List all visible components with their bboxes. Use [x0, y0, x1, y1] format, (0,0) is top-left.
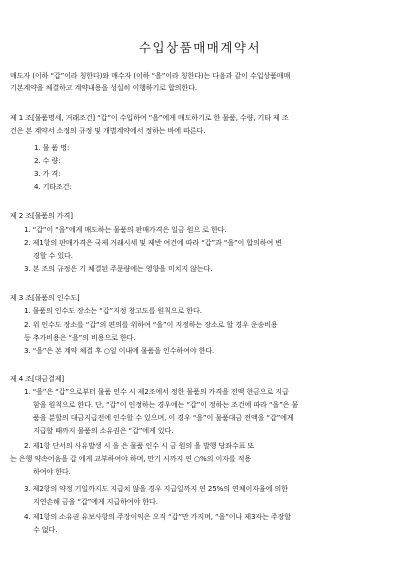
article-4-clause-1-cont-3: 지급할 때까지 물품의 소유권은 “갑”에게 있다. [33, 426, 174, 435]
article-4-clause-3: 3. 제2항의 약정 기일까지도 지급치 않을 경우 지급일까지 연 25%의 연체이자율에 의한 [24, 484, 288, 493]
article-4-clause-3-cont: 지연손해 금을 “갑”에게 지급하여야 한다. [33, 497, 158, 506]
article-2-clause-1: 1. “갑”이 “을”에게 매도하는 물품의 판매가격은 일금 원으 로 한다. [24, 225, 227, 234]
document-title: 수입상품매매계약서 [138, 40, 262, 55]
article-2-clause-3: 3. 본 조의 규정은 기 체결된 주문량에는 영향을 미치지 않는다. [24, 264, 213, 273]
article-2-clause-2: 2. 제1항의 판매가격은 국제 거래시세 및 제반 여건에 따라 “갑”과 “을”이 합의하여 변 [24, 238, 282, 247]
article-3-clause-2-cont: 등 추가비용은 “을”의 비용으로 한다. [24, 333, 136, 342]
article-4-clause-1-cont-2: 품을 분할의 대금지급전에 인수할 수 있으며, 이 경우 “을”이 물품대금 전액을 “갑”에게 [33, 413, 294, 422]
article-4-clause-2-cont-2: 하여야 한다. [33, 467, 71, 476]
article-4-clause-4-cont: 수 없다. [33, 525, 58, 534]
article-4-heading: 제 4 조[대금결제] [10, 374, 65, 383]
article-1-item-2: 2. 수 량: [34, 156, 61, 165]
article-1-heading: 제 1 조[물품명세, 거래조건] “갑”이 수입하여 “을”에게 매도하기로 한 물품, 수량, 기타 제 조 [10, 113, 289, 122]
intro-line-2: 기본계약을 체결하고 계약내용을 성실히 이행하기로 합의한다. [10, 83, 197, 92]
article-4-clause-1-cont-1: 함을 원칙으로 한다. 단, “갑”이 인정하는 경우에는 “갑”이 정하는 조건에 따라 “을”은 물 [33, 400, 299, 409]
article-2-heading: 제 2 조[물품의 가격] [10, 211, 73, 220]
article-1-item-4: 4. 기타조건: [34, 182, 72, 191]
article-3-clause-3: 3. “을”은 본 계약 체결 후 ○일 이내에 물품을 인수하여야 한다. [24, 346, 215, 355]
intro-line-1: 매도자 (이하 “갑”이라 칭한다)와 매수자 (이하 “을”이라 칭한다)는 다음과 같이 수입상품매매 [10, 71, 291, 80]
article-1-text: 건은 본 계약서 소정의 규정 및 개별계약에서 정하는 바에 따른다. [10, 126, 206, 135]
article-3-heading: 제 3 조[물품의 인수도] [10, 293, 80, 302]
article-3-clause-1: 1. 물품의 인수도 장소는 “갑”지정 창고도를 원칙으로 한다. [24, 306, 202, 315]
article-1-item-1: 1. 물 품 명: [34, 143, 70, 152]
article-1-item-3: 3. 가 격: [34, 169, 61, 178]
article-4-clause-2-cont-1: 는 은행 약속어음을 갑 에게 교부하여야 하며, 만기 시까지 연 ○%의 이자를 적용 [10, 454, 252, 463]
article-2-clause-2-cont: 경할 수 있다. [33, 251, 73, 260]
article-4-clause-1: 1. “을”은 “갑”으로부터 물품 인수 시 제2조에서 정한 물품의 가격을 전액 현금으로 지급 [24, 387, 289, 396]
article-3-clause-2: 2. 위 인수도 장소를 “갑”의 편의를 위하여 “을”이 지정하는 장소로 할 경우 운송비용 [24, 320, 278, 329]
article-4-clause-2: 2. 제1항 단서의 사유발생 시 을 은 물품 인수 시 금 원의 을 발행 당좌수표 또 [24, 441, 255, 450]
article-4-clause-4: 4. 제1항의 소유권 유보사항의 주장이익은 오직 “갑”만 가지며, “을”이나 제3자는 주장할 [24, 512, 291, 521]
